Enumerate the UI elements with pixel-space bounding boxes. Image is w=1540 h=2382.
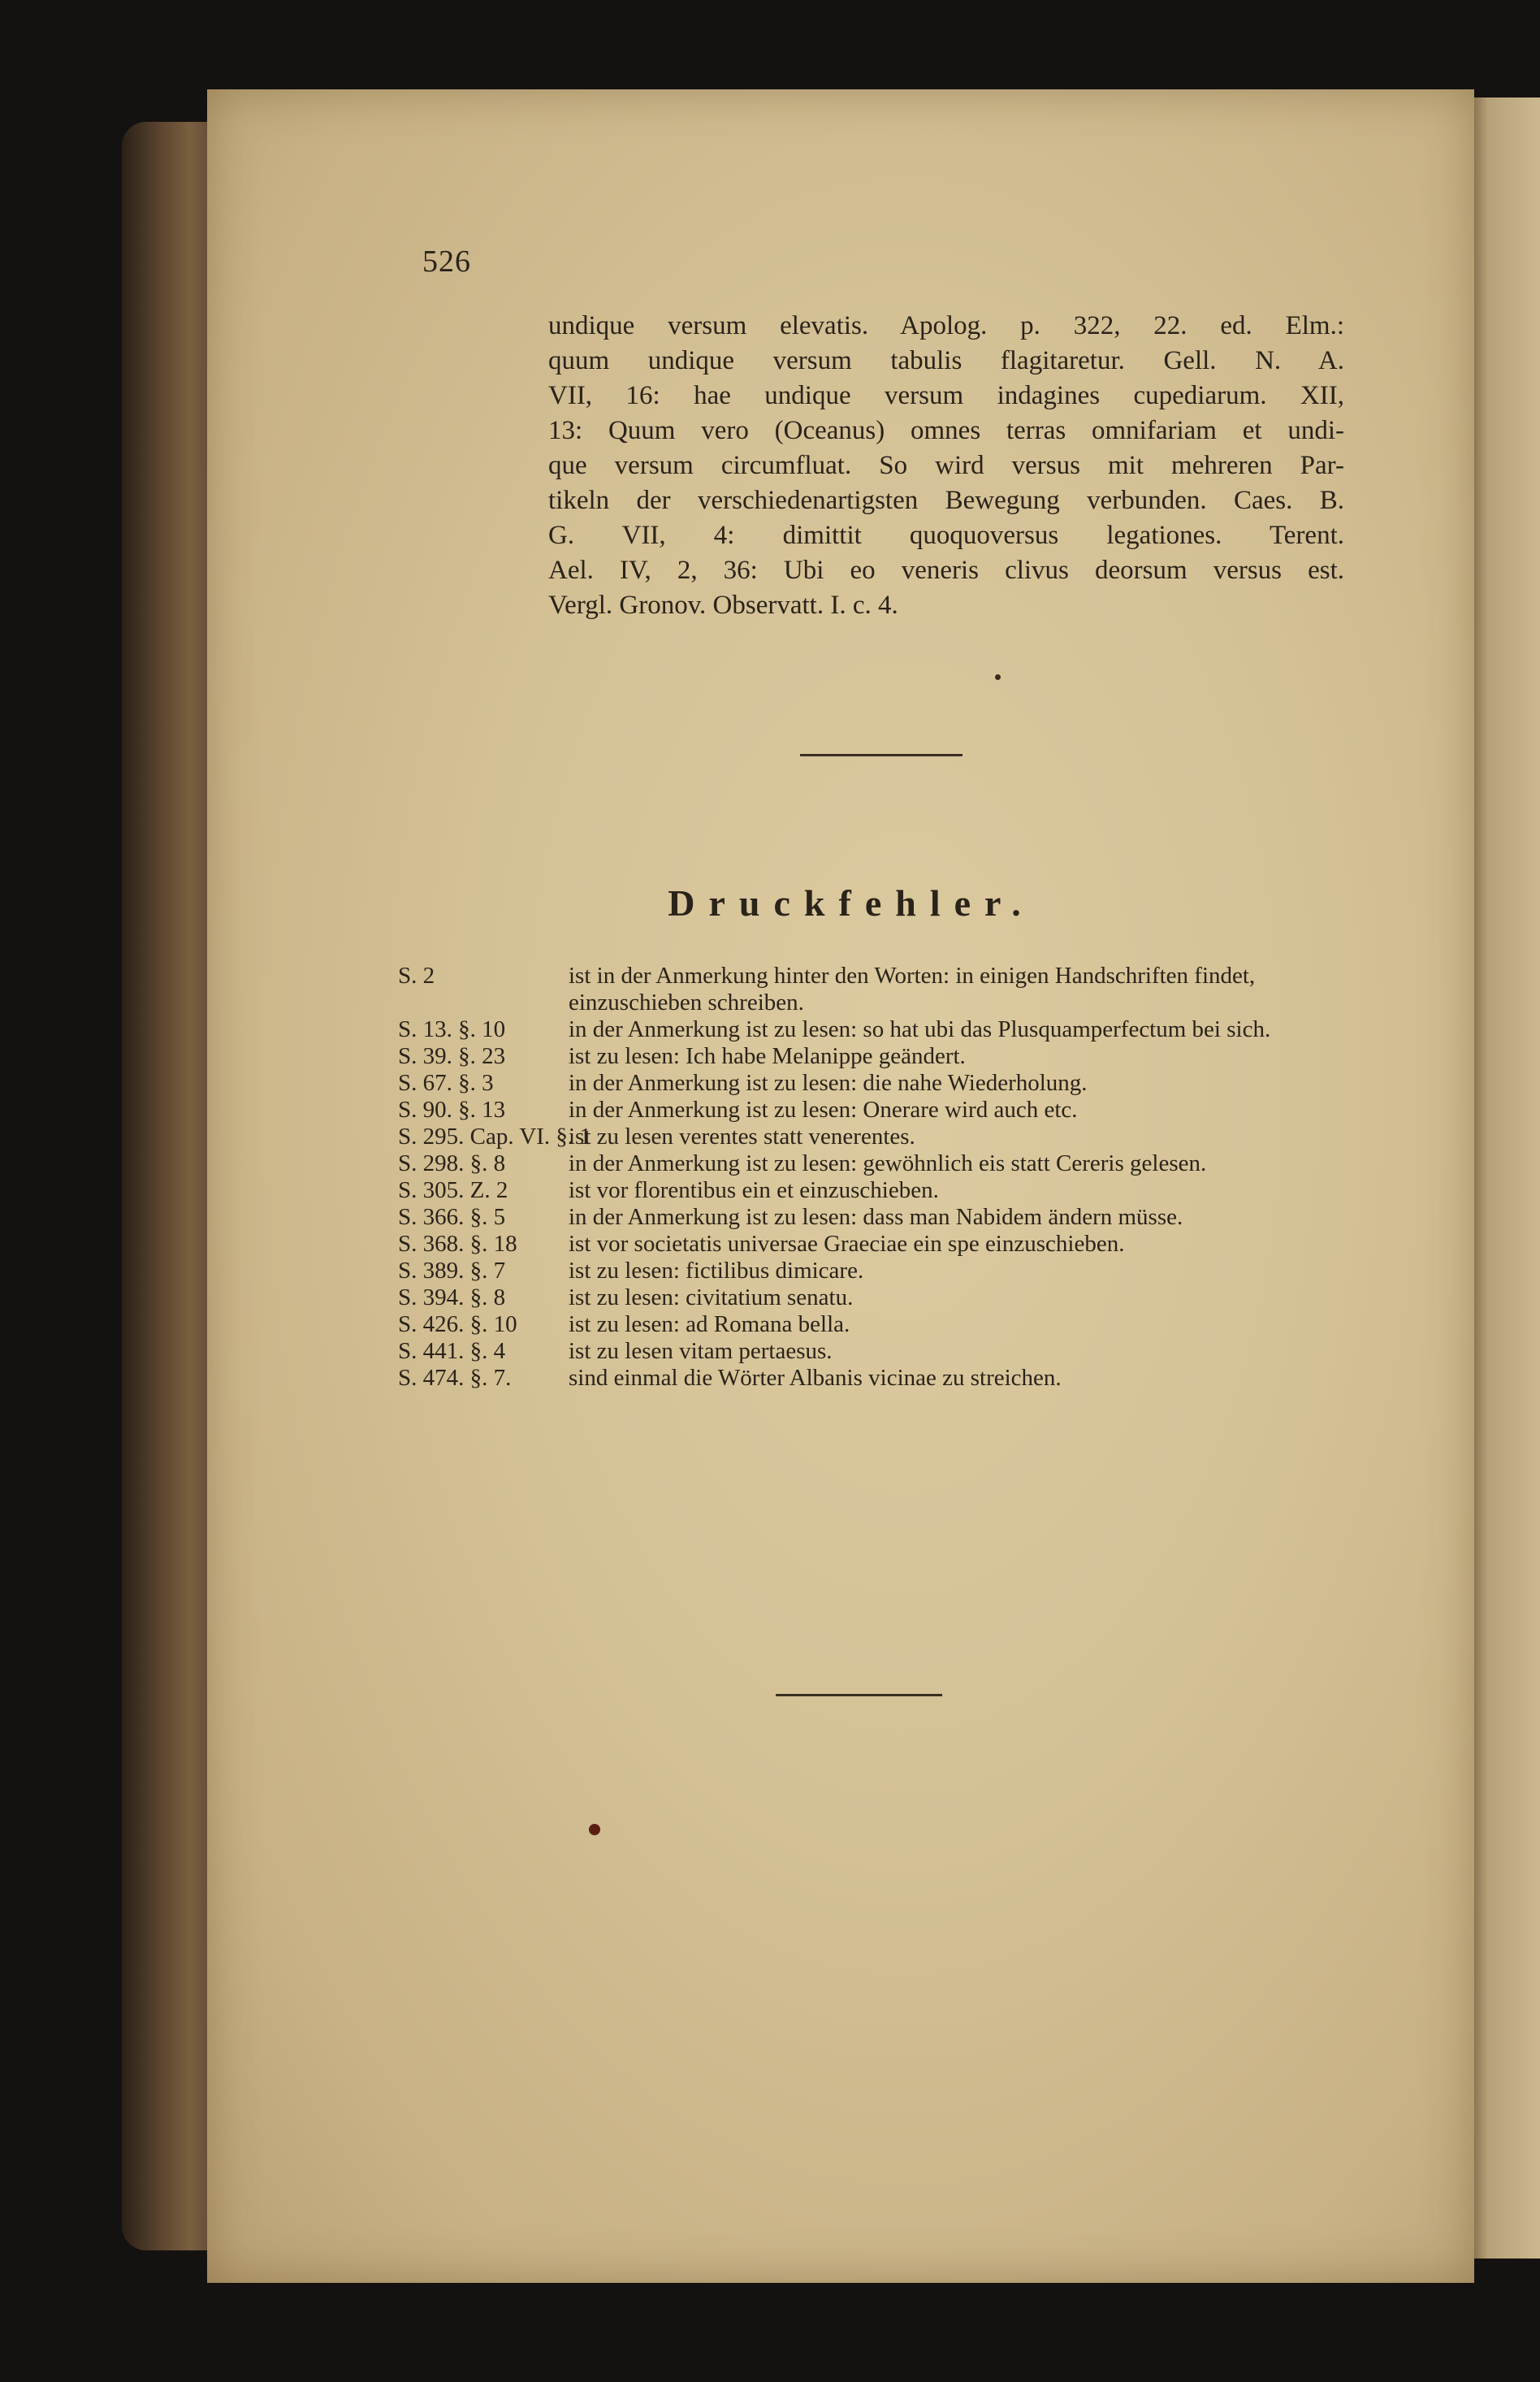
erratum-entry xyxy=(398,1043,1340,1070)
erratum-text: in der Anmerkung ist zu lesen: Onerare wird auch etc. xyxy=(569,1097,1078,1123)
erratum-text: ist zu lesen vitam pertaesus. xyxy=(569,1338,833,1364)
erratum-entry xyxy=(398,1284,1340,1311)
erratum-text: ist vor societatis universae Graeciae ein spe einzuschieben. xyxy=(569,1231,1125,1257)
erratum-reference: S. 394. §. 8 xyxy=(398,1284,506,1310)
erratum-reference: S. 441. §. 4 xyxy=(398,1338,506,1364)
page-number: 526 xyxy=(422,245,471,279)
erratum-entry xyxy=(398,1258,1340,1284)
erratum-entry xyxy=(398,963,1340,1016)
erratum-reference: S. 368. §. 18 xyxy=(398,1231,517,1257)
paragraph-line: 13: Quum vero (Oceanus) omnes terras omnifariam et undi- xyxy=(548,416,1344,445)
continued-paragraph xyxy=(548,309,1344,623)
erratum-reference: S. 295. Cap. VI. §. 1 xyxy=(398,1124,591,1150)
erratum-text: ist vor florentibus ein et einzuschieben. xyxy=(569,1177,939,1203)
end-divider xyxy=(776,1694,942,1696)
erratum-reference: S. 67. §. 3 xyxy=(398,1070,494,1096)
erratum-reference: S. 389. §. 7 xyxy=(398,1258,506,1284)
section-divider xyxy=(800,754,962,756)
erratum-text: ist zu lesen: ad Romana bella. xyxy=(569,1311,850,1337)
erratum-entry xyxy=(398,1070,1340,1097)
paragraph-line: quum undique versum tabulis flagitaretur. Gell. N. A. xyxy=(548,346,1344,375)
erratum-text: ist zu lesen: civitatium senatu. xyxy=(569,1284,854,1310)
erratum-text: in der Anmerkung ist zu lesen: die nahe Wiederholung. xyxy=(569,1070,1088,1096)
erratum-text: ist in der Anmerkung hinter den Worten: in einigen Handschriften findet, einzuschieben schreiben. xyxy=(569,963,1256,1016)
erratum-text: in der Anmerkung ist zu lesen: dass man Nabidem ändern müsse. xyxy=(569,1204,1183,1230)
erratum-reference: S. 2 xyxy=(398,963,435,989)
erratum-text: in der Anmerkung ist zu lesen: gewöhnlich eis statt Cereris gelesen. xyxy=(569,1150,1207,1176)
erratum-text: in der Anmerkung ist zu lesen: so hat ubi das Plusquamperfectum bei sich. xyxy=(569,1016,1271,1042)
paragraph-line: Ael. IV, 2, 36: Ubi eo veneris clivus deorsum versus est. xyxy=(548,556,1344,585)
erratum-entry xyxy=(398,1204,1340,1231)
erratum-entry xyxy=(398,1124,1340,1150)
errata-heading: Druckfehler. xyxy=(668,882,1035,924)
erratum-entry xyxy=(398,1150,1340,1177)
erratum-reference: S. 298. §. 8 xyxy=(398,1150,506,1176)
paragraph-line: Vergl. Gronov. Observatt. I. c. 4. xyxy=(548,591,898,620)
erratum-reference: S. 39. §. 23 xyxy=(398,1043,506,1069)
errata-list xyxy=(398,963,1340,1392)
erratum-text: ist zu lesen: Ich habe Melanippe geändert. xyxy=(569,1043,966,1069)
erratum-reference: S. 90. §. 13 xyxy=(398,1097,506,1123)
erratum-text: ist zu lesen verentes statt venerentes. xyxy=(569,1124,915,1150)
paragraph-line: VII, 16: hae undique versum indagines cupediarum. XII, xyxy=(548,381,1344,410)
erratum-text: ist zu lesen: fictilibus dimicare. xyxy=(569,1258,864,1284)
erratum-entry xyxy=(398,1311,1340,1338)
erratum-reference: S. 474. §. 7. xyxy=(398,1365,512,1391)
erratum-entry xyxy=(398,1338,1340,1365)
erratum-reference: S. 426. §. 10 xyxy=(398,1311,517,1337)
paragraph-line: que versum circumfluat. So wird versus mit mehreren Par- xyxy=(548,451,1344,480)
erratum-entry xyxy=(398,1016,1340,1043)
erratum-text: sind einmal die Wörter Albanis vicinae zu streichen. xyxy=(569,1365,1062,1391)
ink-spot xyxy=(995,674,1001,680)
erratum-reference: S. 305. Z. 2 xyxy=(398,1177,508,1203)
erratum-reference: S. 13. §. 10 xyxy=(398,1016,506,1042)
erratum-entry xyxy=(398,1177,1340,1204)
paragraph-line: G. VII, 4: dimittit quoquoversus legationes. Terent. xyxy=(548,521,1344,550)
ink-spot xyxy=(589,1824,600,1835)
erratum-entry xyxy=(398,1365,1340,1392)
erratum-reference: S. 366. §. 5 xyxy=(398,1204,506,1230)
paragraph-line: undique versum elevatis. Apolog. p. 322, 22. ed. Elm.: xyxy=(548,311,1344,340)
paragraph-line: tikeln der verschiedenartigsten Bewegung verbunden. Caes. B. xyxy=(548,486,1344,515)
erratum-entry xyxy=(398,1097,1340,1124)
erratum-entry xyxy=(398,1231,1340,1258)
